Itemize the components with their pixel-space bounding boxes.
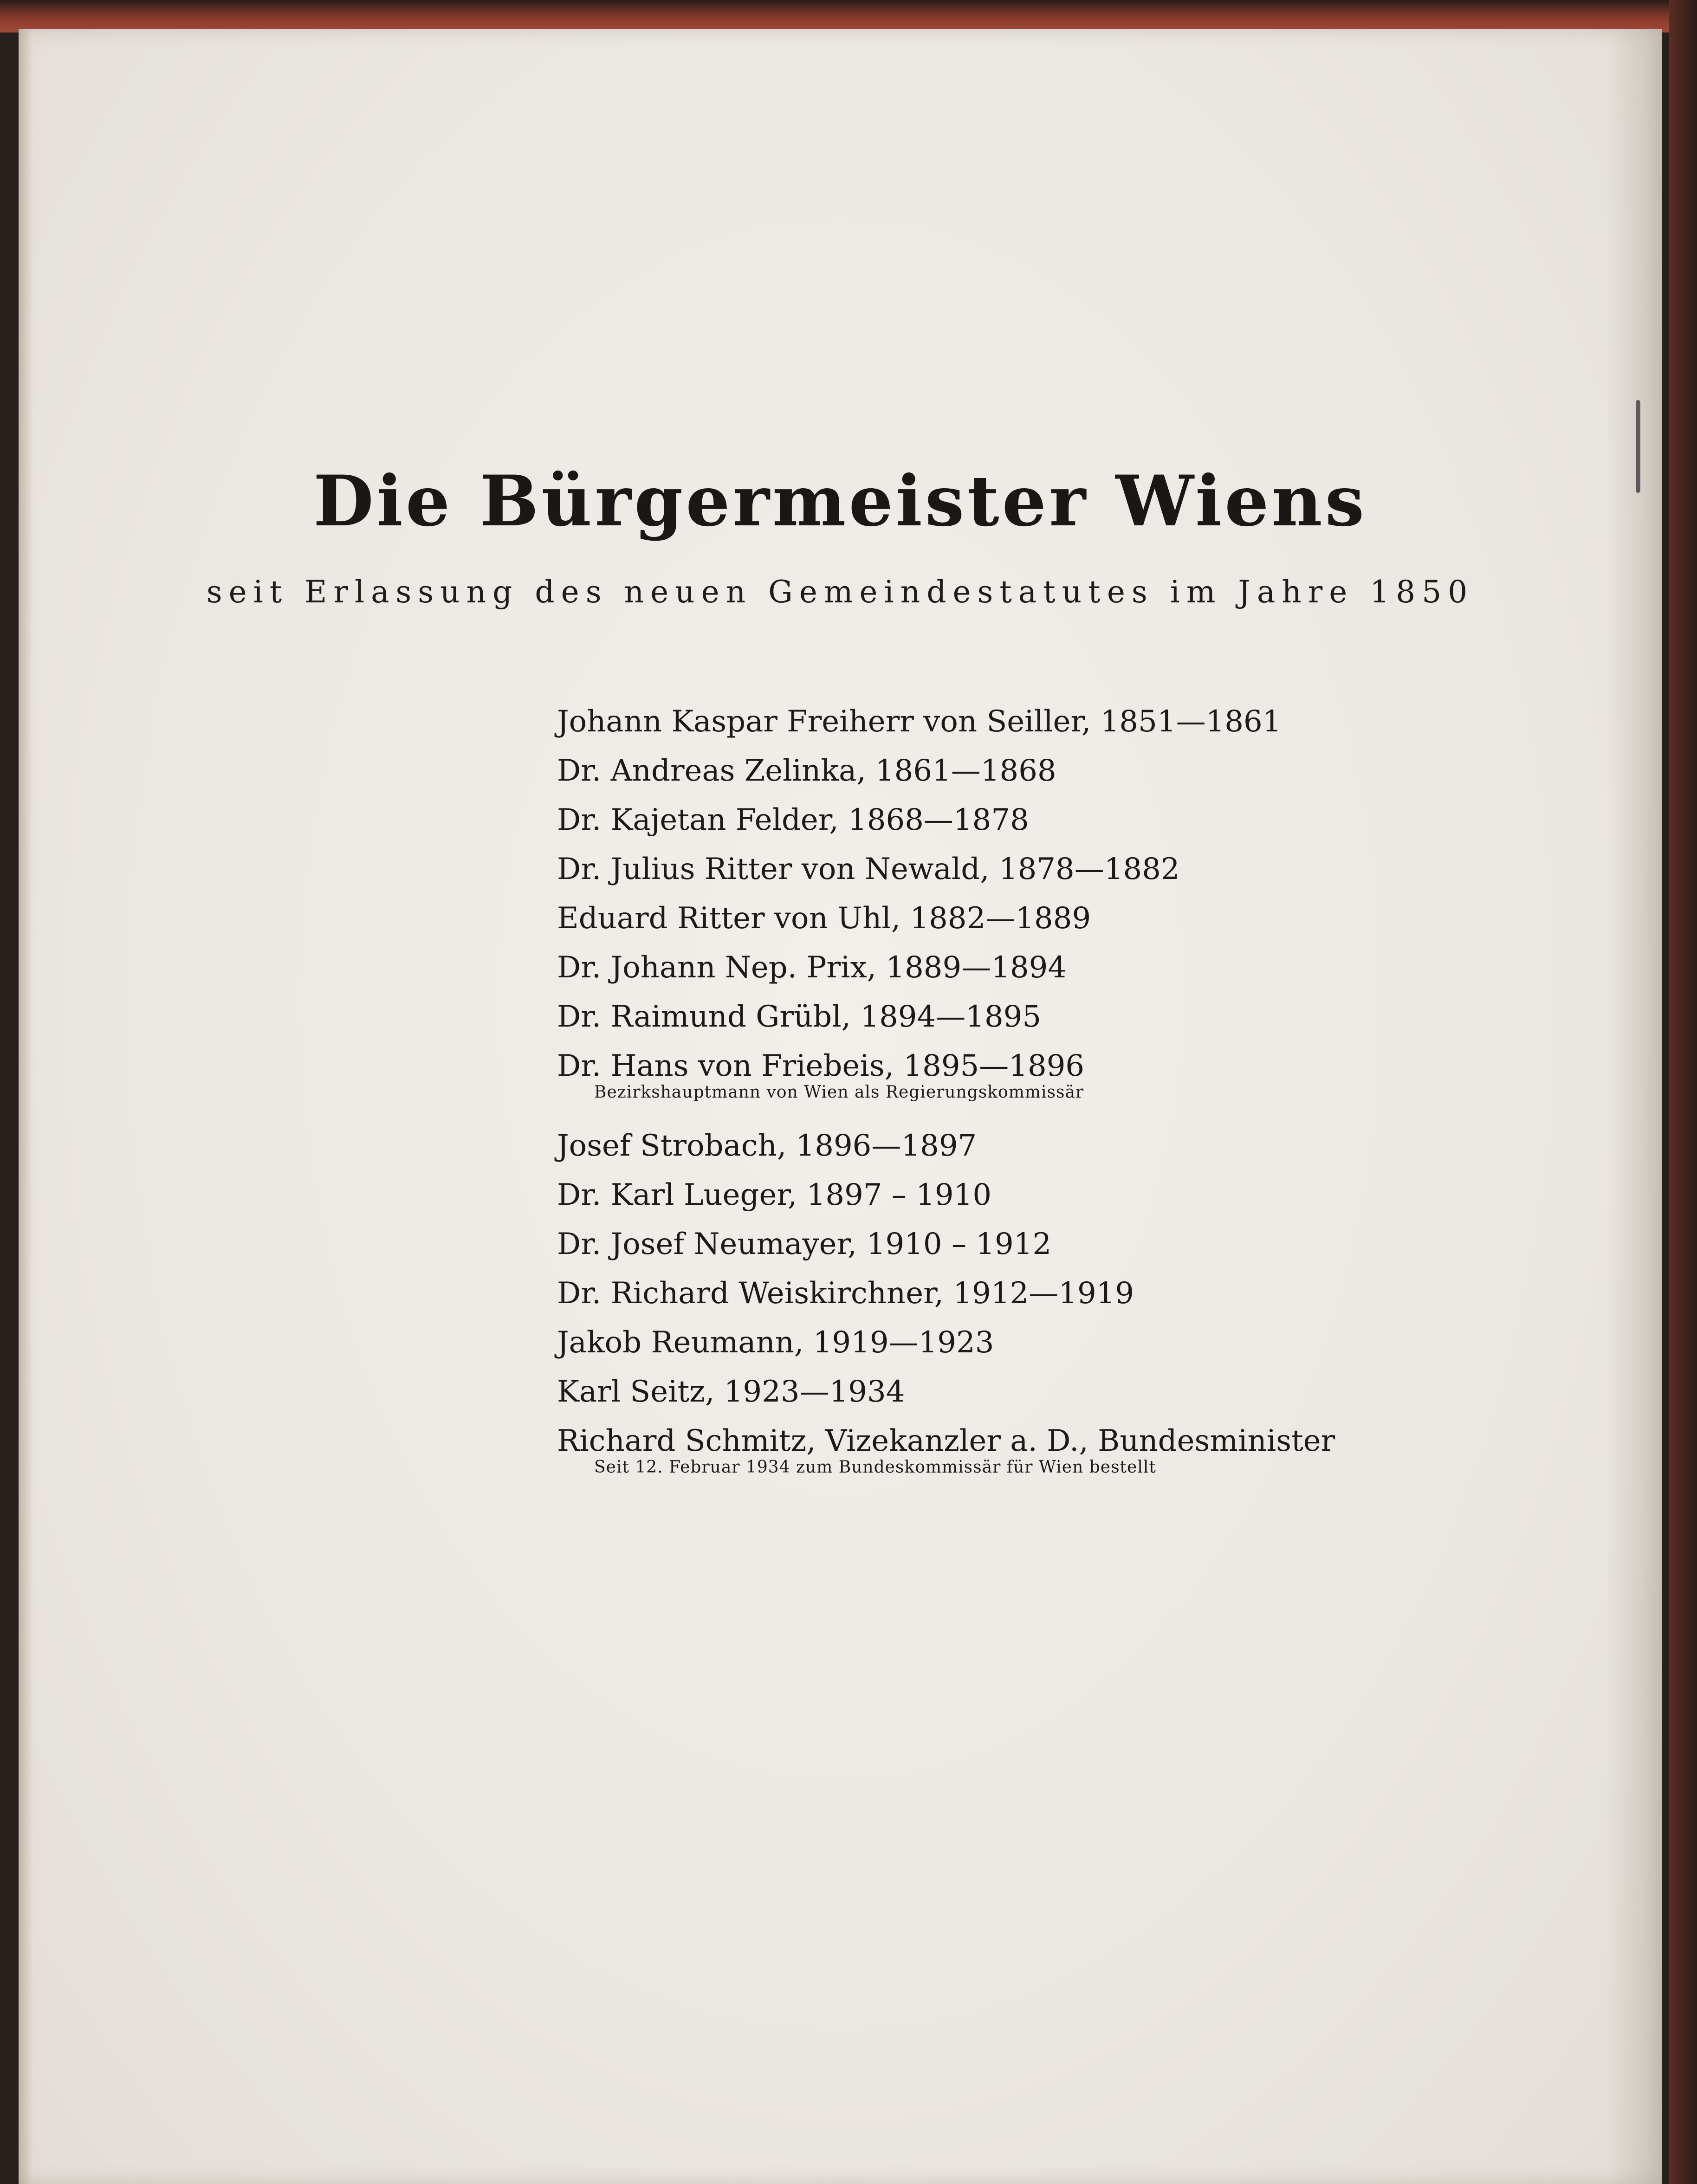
mayor-name-years: Dr. Richard Weiskirchner, 1912—1919 [557,1276,1134,1311]
mayor-entry [557,894,1485,943]
book-cover-edge-right [1669,0,1697,2184]
mayor-name-years: Eduard Ritter von Uhl, 1882—1889 [557,901,1091,936]
mayor-name-years: Dr. Julius Ritter von Newald, 1878—1882 [557,852,1180,886]
page-gutter-shadow [19,29,32,2184]
mayor-list [557,697,1485,1496]
mayor-entry [557,992,1485,1041]
mayor-name-years: Johann Kaspar Freiherr von Seiller, 1851—1861 [557,704,1282,739]
mayor-entry [557,697,1485,746]
mayor-name-years: Dr. Kajetan Felder, 1868—1878 [557,803,1029,837]
mayor-name-years: Dr. Andreas Zelinka, 1861—1868 [557,754,1056,788]
mayor-note: Seit 12. Februar 1934 zum Bundeskommissär für Wien bestellt [594,1458,1156,1477]
mayor-entry [557,1121,1485,1170]
mayor-entry [557,795,1485,845]
mayor-name-years: Jakob Reumann, 1919—1923 [557,1325,994,1360]
mayor-name-years: Dr. Josef Neumayer, 1910 – 1912 [557,1227,1052,1261]
mayor-entry [557,1220,1485,1269]
mayor-entry [557,1170,1485,1220]
page-title: Die Bürgermeister Wiens [313,460,1367,542]
page-curl-shadow [1606,29,1662,2184]
page-subtitle: seit Erlassung des neuen Gemeindestatutes im Jahre 1850 [206,574,1474,610]
mayor-name-years: Dr. Karl Lueger, 1897 – 1910 [557,1178,992,1212]
mayor-entry [557,845,1485,894]
mayor-note: Bezirkshauptmann von Wien als Regierungskommissär [594,1083,1084,1102]
mayor-name-years: Dr. Johann Nep. Prix, 1889—1894 [557,950,1067,985]
mayor-entry [557,1041,1485,1121]
mayor-entry [557,1318,1485,1367]
mayor-name-years: Richard Schmitz, Vizekanzler a. D., Bundesminister [557,1424,1335,1458]
mayor-name-years: Dr. Raimund Grübl, 1894—1895 [557,1000,1042,1034]
mayor-name-years: Karl Seitz, 1923—1934 [557,1375,905,1409]
mayor-entry [557,1416,1485,1496]
mayor-entry [557,1367,1485,1416]
mayor-entry [557,1269,1485,1318]
mayor-entry [557,943,1485,992]
mayor-name-years: Dr. Hans von Friebeis, 1895—1896 [557,1049,1085,1083]
book-page [19,29,1662,2184]
book-cover-edge-top [0,0,1697,32]
mayor-entry [557,746,1485,795]
mayor-name-years: Josef Strobach, 1896—1897 [557,1129,977,1163]
